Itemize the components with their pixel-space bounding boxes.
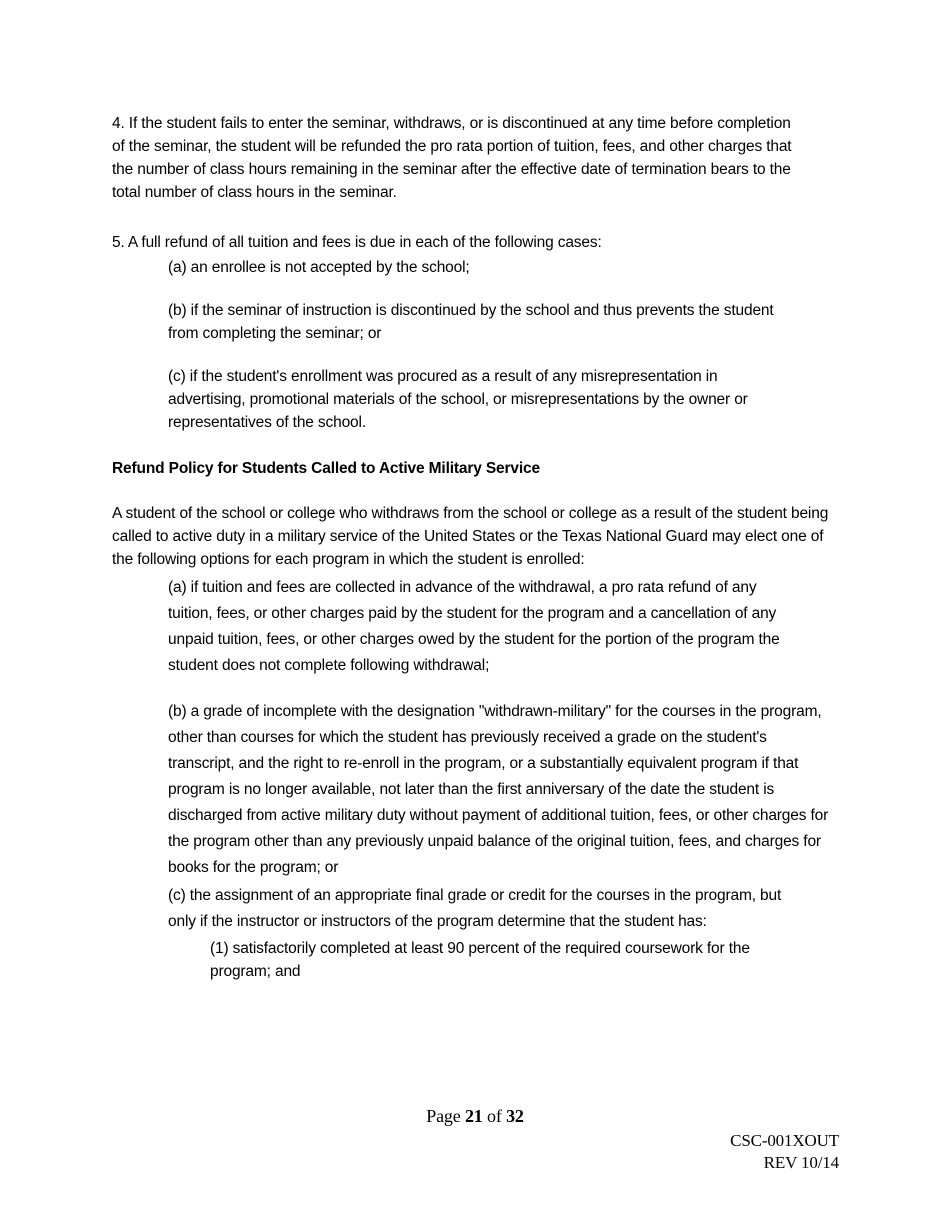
page-word: Page bbox=[426, 1106, 461, 1126]
page-number bbox=[0, 1106, 950, 1127]
document-page bbox=[112, 112, 840, 983]
military-option-c-item-1: (1) satisfactorily completed at least 90 percent of the required coursework for the program; and bbox=[210, 940, 750, 980]
military-intro-paragraph: A student of the school or college who withdraws from the school or college as a result of the student being called to active duty in a military service of the United States or the Texas National Guard may elect one of the following options for each program in which the student is enrolled: bbox=[112, 505, 829, 568]
of-word: of bbox=[487, 1106, 502, 1126]
form-code: CSC-001XOUT bbox=[730, 1131, 839, 1150]
section-5-item-a: (a) an enrollee is not accepted by the school; bbox=[168, 259, 470, 276]
form-code-block bbox=[730, 1130, 839, 1174]
military-option-b: (b) a grade of incomplete with the designation "withdrawn-military" for the courses in the program, other than courses for which the student has previously received a grade on the student's transcript, and the right to re-enroll in the program, or a substantially equivalent program if that program is no longer available, not later than the first anniversary of the date the student is discharged from active military duty without payment of additional tuition, fees, or other charges for the program other than any previously unpaid balance of the original tuition, fees, and charges for books for the program; or bbox=[168, 703, 829, 876]
total-page-number: 32 bbox=[506, 1106, 524, 1126]
military-option-c: (c) the assignment of an appropriate final grade or credit for the courses in the program, but only if the instructor or instructors of the program determine that the student has: bbox=[168, 887, 782, 930]
section-4-paragraph: 4. If the student fails to enter the seminar, withdraws, or is discontinued at any time before completion of the seminar, the student will be refunded the pro rata portion of tuition, fees, and other charges that the number of class hours remaining in the seminar after the effective date of termination bears to the total number of class hours in the seminar. bbox=[112, 115, 792, 201]
current-page-number: 21 bbox=[464, 1106, 483, 1126]
section-5-intro: 5. A full refund of all tuition and fees is due in each of the following cases: bbox=[112, 234, 602, 251]
section-5-item-c: (c) if the student's enrollment was procured as a result of any misrepresentation in advertising, promotional materials of the school, or misrepresentations by the owner or representatives of the school. bbox=[168, 368, 748, 431]
military-option-a: (a) if tuition and fees are collected in advance of the withdrawal, a pro rata refund of any tuition, fees, or other charges paid by the student for the program and a cancellation of any unpaid tuition, fees, or other charges owed by the student for the portion of the program the student does not complete following withdrawal; bbox=[168, 579, 780, 674]
revision-label: REV 10/14 bbox=[763, 1153, 839, 1172]
military-refund-heading: Refund Policy for Students Called to Active Military Service bbox=[112, 460, 540, 477]
section-5-item-b: (b) if the seminar of instruction is discontinued by the school and thus prevents the student from completing the seminar; or bbox=[168, 302, 774, 342]
